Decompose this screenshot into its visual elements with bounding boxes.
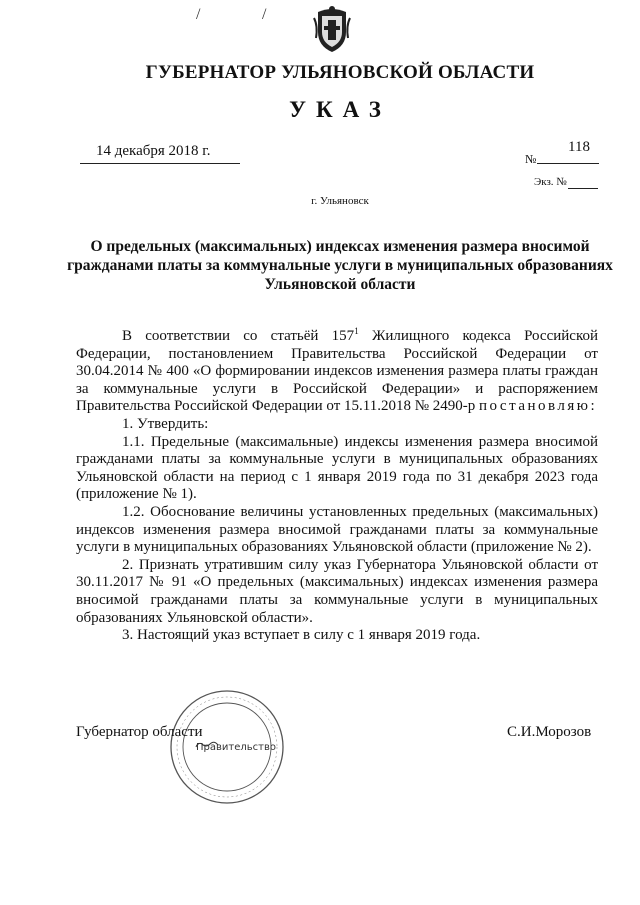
document-authority-title: ГУБЕРНАТОР УЛЬЯНОВСКОЙ ОБЛАСТИ (145, 62, 535, 83)
paragraph-3: 3. Настоящий указ вступает в силу с 1 января 2019 года. (122, 627, 481, 644)
coat-of-arms-icon (312, 4, 352, 54)
stamp-inner-text: Правительство (196, 742, 276, 753)
paragraph-1-1: 1.1. Предельные (максимальные) индексы изменения размера вносимой гражданами платы за коммунальные услуги в муниципальных образованиях Ульяновской области на период с 1 января 2019 года по 31 декабря 2023 года (приложение № 1). (76, 433, 598, 503)
paragraph-2: 2. Признать утратившим силу указ Губернатора Ульяновской области от 30.11.2017 № 91 «О предельных (максимальных) индексах изменения размера вносимой гражданами платы за коммунальные услуги в муниципальных образованиях Ульяновской области». (76, 556, 598, 626)
number-label: № (525, 152, 537, 166)
pen-mark: / (196, 6, 201, 23)
paragraph-preamble: В соответствии со статьёй $157^1$ Жилищного кодекса Российской Федерации, постановлением Правительства Российской Федерации от 30.04.2014 № 400 «О формировании индексов изменения размера платы граждан за коммунальные услуги в Российской Федерации» и распоряжением Правительства Российской Федерации от 15.11.2018 № 2490-р постановляю: (76, 326, 598, 415)
document-heading: О предельных (максимальных) индексах изменения размера вносимой гражданами платы за коммунальные услуги в муниципальных образованиях Ульяновской области (67, 238, 613, 293)
paragraph-1-2: 1.2. Обоснование величины установленных предельных (максимальных) индексов изменения размера вносимой гражданами платы за коммунальные услуги в муниципальных образованиях Ульяновской области (приложение № 2). (76, 503, 598, 556)
pen-mark: / (262, 6, 267, 23)
document-date: 14 декабря 2018 г. (96, 143, 211, 159)
document-type: УКАЗ (289, 97, 391, 122)
paragraph-1: 1. Утвердить: (122, 415, 209, 432)
number-underline (537, 163, 599, 164)
city: г. Ульяновск (311, 195, 369, 207)
date-underline (80, 163, 240, 164)
copy-number-label: Экз. № (534, 176, 567, 188)
signatory-name: С.И.Морозов (507, 724, 592, 740)
document-body (76, 323, 598, 645)
signatory-position: Губернатор области (76, 724, 203, 740)
copy-number-underline (568, 188, 598, 189)
document-number: 118 (568, 139, 590, 155)
